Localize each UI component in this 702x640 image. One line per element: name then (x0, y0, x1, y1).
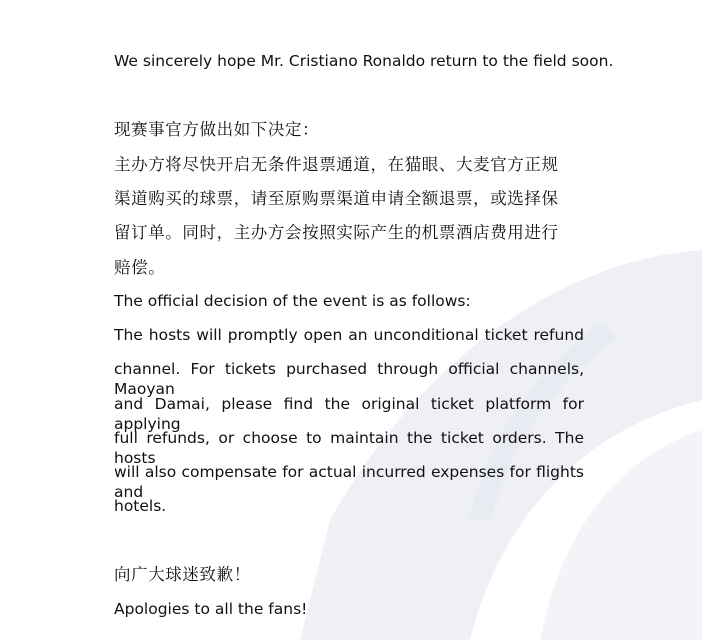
decision-body-en-line: The hosts will promptly open an unconditional ticket refund (114, 326, 584, 344)
apology-en: Apologies to all the fans! (114, 600, 308, 618)
decision-body-en-line: full refunds, or choose to maintain the ticket orders. The hosts (114, 429, 584, 467)
decision-heading-cn: 现赛事官方做出如下决定： (114, 120, 320, 139)
intro-line: We sincerely hope Mr. Cristiano Ronaldo return to the field soon. (114, 52, 614, 70)
apology-cn: 向广大球迷致歉！ (114, 565, 251, 584)
decision-body-cn-line: 赔偿。 (114, 258, 166, 277)
decision-body-en-line: hotels. (114, 497, 167, 515)
decision-body-cn-line: 留订单。同时，主办方会按照实际产生的机票酒店费用进行 (114, 223, 559, 242)
decision-body-cn-line: 主办方将尽快开启无条件退票通道，在猫眼、大麦官方正规 (114, 155, 559, 174)
decision-heading-en: The official decision of the event is as follows: (114, 292, 471, 310)
decision-body-en-line: and Damai, please find the original ticket platform for applying (114, 395, 584, 433)
decision-body-en-line: channel. For tickets purchased through official channels, Maoyan (114, 360, 584, 398)
decision-body-cn-line: 渠道购买的球票，请至原购票渠道申请全额退票，或选择保 (114, 189, 559, 208)
decision-body-en-line: will also compensate for actual incurred expenses for flights and (114, 463, 584, 501)
